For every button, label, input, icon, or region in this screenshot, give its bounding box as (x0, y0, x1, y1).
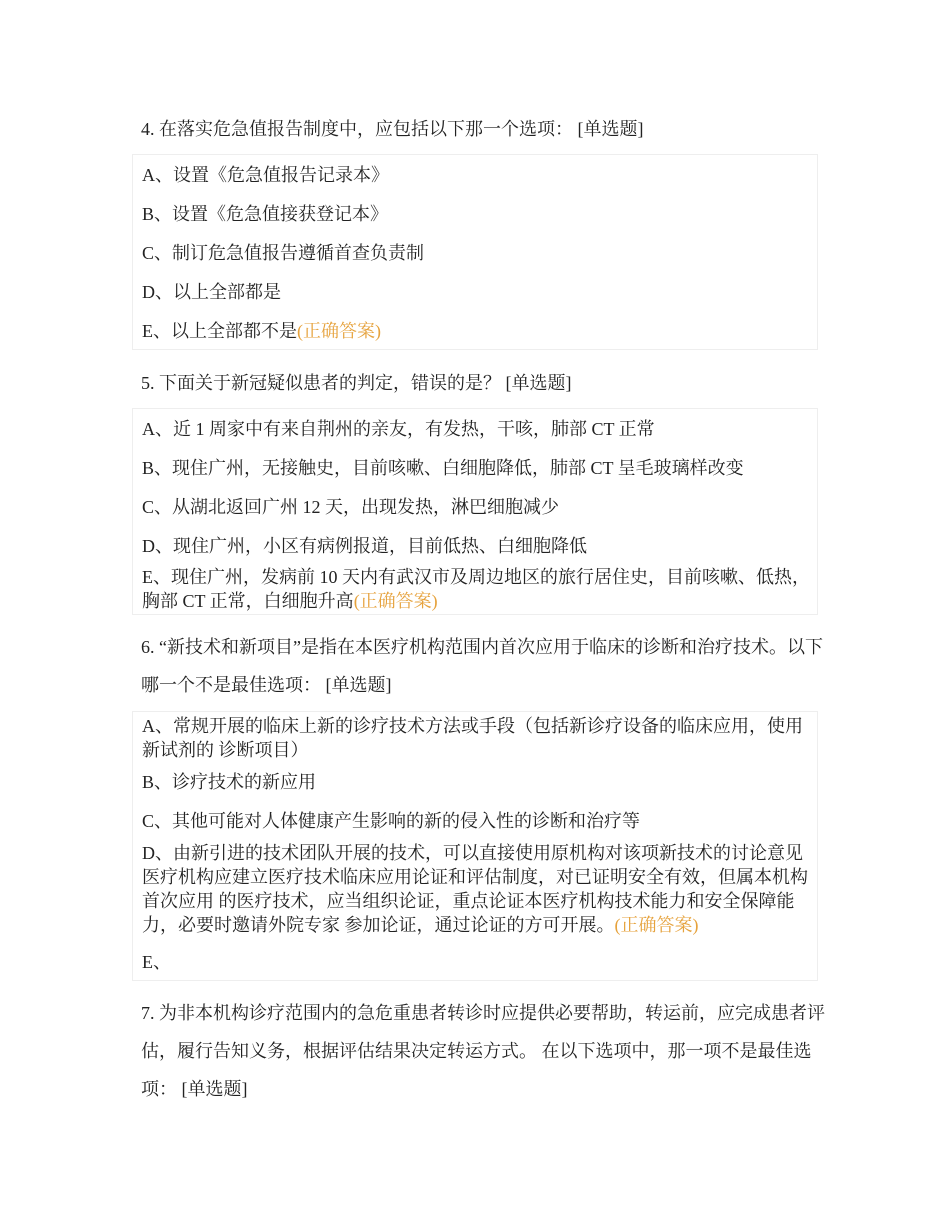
option-text: E、现住广州，发病前 10 天内有武汉市及周边地区的旅行居住史，目前咳嗽、低热，胸部 CT 正常，白细胞升高 (142, 567, 810, 611)
option-e[interactable] (142, 565, 812, 613)
option-c[interactable]: C、从湖北返回广州 12 天，出现发热，淋巴细胞减少 (142, 497, 560, 517)
option-b[interactable]: B、现住广州，无接触史，目前咳嗽、白细胞降低，肺部 CT 呈毛玻璃样改变 (142, 458, 744, 478)
option-b[interactable]: B、设置《危急值接获登记本》 (142, 204, 389, 224)
correct-answer-label: (正确答案) (297, 321, 381, 341)
question-title: 7. 为非本机构诊疗范围内的急危重患者转诊时应提供必要帮助，转运前，应完成患者评估，履行告知义务，根据评估结果决定转运方式。 在以下选项中，那一项不是最佳选项： [单选题] (141, 1003, 825, 1099)
option-e[interactable] (142, 319, 812, 343)
option-a[interactable]: A、设置《危急值报告记录本》 (142, 165, 389, 185)
option-text: D、由新引进的技术团队开展的技术，可以直接使用原机构对该项新技术的讨论意见 医疗机构应建立医疗技术临床应用论证和评估制度，对已证明安全有效，但属本机构首次应用 的医疗技术，应当组织论证，重点论证本医疗机构技术能力和安全保障能力，必要时邀请外院专家 参加论证，通过论证的方可开展。 (142, 843, 808, 935)
question-title: 4. 在落实危急值报告制度中，应包括以下那一个选项： [单选题] (141, 119, 644, 139)
option-text: E、以上全部都不是 (142, 321, 297, 341)
option-d[interactable] (142, 841, 812, 937)
option-c[interactable]: C、制订危急值报告遵循首查负责制 (142, 243, 425, 263)
options-box (132, 154, 818, 350)
option-e[interactable]: E、 (142, 952, 171, 972)
option-c[interactable]: C、其他可能对人体健康产生影响的新的侵入性的诊断和治疗等 (142, 811, 641, 831)
option-d[interactable]: D、以上全部都是 (142, 282, 281, 302)
options-box (132, 711, 818, 981)
option-d[interactable]: D、现住广州，小区有病例报道，目前低热、白细胞降低 (142, 536, 587, 556)
option-a[interactable]: A、近 1 周家中有来自荆州的亲友，有发热，干咳，肺部 CT 正常 (142, 419, 655, 439)
question-title: 6. “新技术和新项目”是指在本医疗机构范围内首次应用于临床的诊断和治疗技术。以下哪一个不是最佳选项： [单选题] (141, 637, 823, 695)
option-b[interactable]: B、诊疗技术的新应用 (142, 772, 317, 792)
options-box (132, 408, 818, 615)
correct-answer-label: (正确答案) (614, 915, 699, 935)
option-a[interactable]: A、常规开展的临床上新的诊疗技术方法或手段（包括新诊疗设备的临床应用，使用新试剂的 诊断项目） (142, 716, 803, 760)
question-title: 5. 下面关于新冠疑似患者的判定，错误的是？ [单选题] (141, 373, 572, 393)
correct-answer-label: (正确答案) (353, 591, 438, 611)
